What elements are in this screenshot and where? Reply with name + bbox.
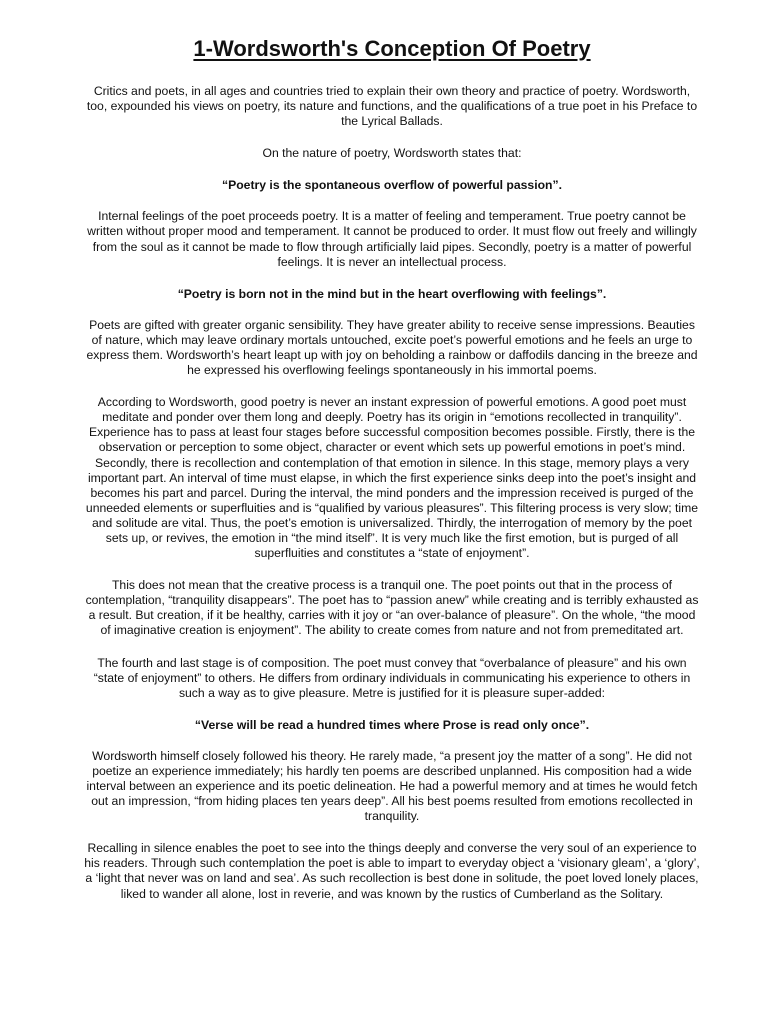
quote-spontaneous-overflow: “Poetry is the spontaneous overflow of powerful passion”. — [222, 178, 562, 193]
paragraph-recalling-silence: Recalling in silence enables the poet to see into the things deeply and converse the very soul of an experience to his readers. Through such contemplation the poet is able to impart to everyday object a ‘visionary gleam’, a ‘glory’, a ‘light that never was on land and sea’. As such recollection is best done in solitude, the poet loved lonely places, liked to wander all alone, lost in reverie, and was known by the rustics of Cumberland as the Solitary. — [84, 841, 700, 901]
document-page — [84, 36, 700, 919]
paragraph-composition-stage: The fourth and last stage is of composition. The poet must convey that “overbalance of pleasure” and his own “state of enjoyment” to others. He differs from ordinary individuals in communicating his experience to others in such a way as to give pleasure. Metre is justified for it is pleasure super-added: — [93, 655, 691, 700]
document-title: 1-Wordsworth's Conception Of Poetry — [193, 36, 591, 61]
paragraph-internal-feelings: Internal feelings of the poet proceeds poetry. It is a matter of feeling and temperament. True poetry cannot be written without proper mood and temperament. It cannot be produced to order. It must flow out freely and willingly from the soul as it cannot be made to flow through artificially laid pipes. Secondly, poetry is a matter of powerful feelings. It is never an intellectual process. — [87, 209, 697, 269]
paragraph-intro: Critics and poets, in all ages and countries tried to explain their own theory and practice of poetry. Wordsworth, too, expounded his views on poetry, its nature and functions, and the qualifications of a true poet in his Preface to the Lyrical Ballads. — [86, 84, 698, 129]
quote-born-in-heart: “Poetry is born not in the mind but in the heart overflowing with feelings”. — [177, 286, 607, 301]
paragraph-followed-theory: Wordsworth himself closely followed his theory. He rarely made, “a present joy the matter of a song”. He did not poetize an experience immediately; his hardly ten poems are described unplanned. His composition had a wide interval between an experience and its poetic delineation. He had a powerful memory and at times he would fetch out an impression, “from hiding places ten years deep”. All his best poems resulted from emotions recollected in tranquility. — [86, 748, 698, 824]
paragraph-four-stages: According to Wordsworth, good poetry is never an instant expression of powerful emotions. A good poet must meditate and ponder over them long and deeply. Poetry has its origin in “emotions recollected in tranquility”. Experience has to pass at least four stages before successful composition becomes possible. Firstly, there is the observation or perception to some object, character or event which sets up powerful emotions in poet’s mind. Secondly, there is recollection and contemplation of that emotion in silence. In this stage, memory plays a very important part. An interval of time must elapse, in which the first experience sinks deep into the poet’s insight and becomes his part and parcel. During the interval, the mind ponders and the impression received is purged of the unneeded elements or superfluities and is “qualified by various pleasures”. This filtering process is very slow; time and solitude are vital. Thus, the poet’s emotion is universalized. Thirdly, the interrogation of memory by the poet sets up, or revives, the emotion in “the mind itself”. It is very much like the first emotion, but is purged of all superfluities and constitutes a “state of enjoyment”. — [85, 395, 699, 561]
paragraph-creative-process: This does not mean that the creative process is a tranquil one. The poet points out that in the process of contemplation, “tranquility disappears”. The poet has to “passion anew” while creating and is terribly exhausted as a result. But creation, if it be healthy, carries with it joy or “an over-balance of pleasure”. On the whole, “the mood of imaginative creation is enjoyment”. The ability to create comes from nature and not from premeditated art. — [85, 578, 699, 638]
paragraph-organic-sensibility: Poets are gifted with greater organic sensibility. They have greater ability to receive sense impressions. Beauties of nature, which may leave ordinary mortals untouched, excite poet’s powerful emotions and he feels an urge to express them. Wordsworth’s heart leapt up with joy on beholding a rainbow or daffodils dancing in the breeze and he expressed his overflowing feelings spontaneously in his immortal poems. — [86, 317, 698, 378]
quote-verse-prose: “Verse will be read a hundred times where Prose is read only once”. — [194, 717, 590, 732]
paragraph-nature-lead: On the nature of poetry, Wordsworth states that: — [262, 146, 522, 161]
